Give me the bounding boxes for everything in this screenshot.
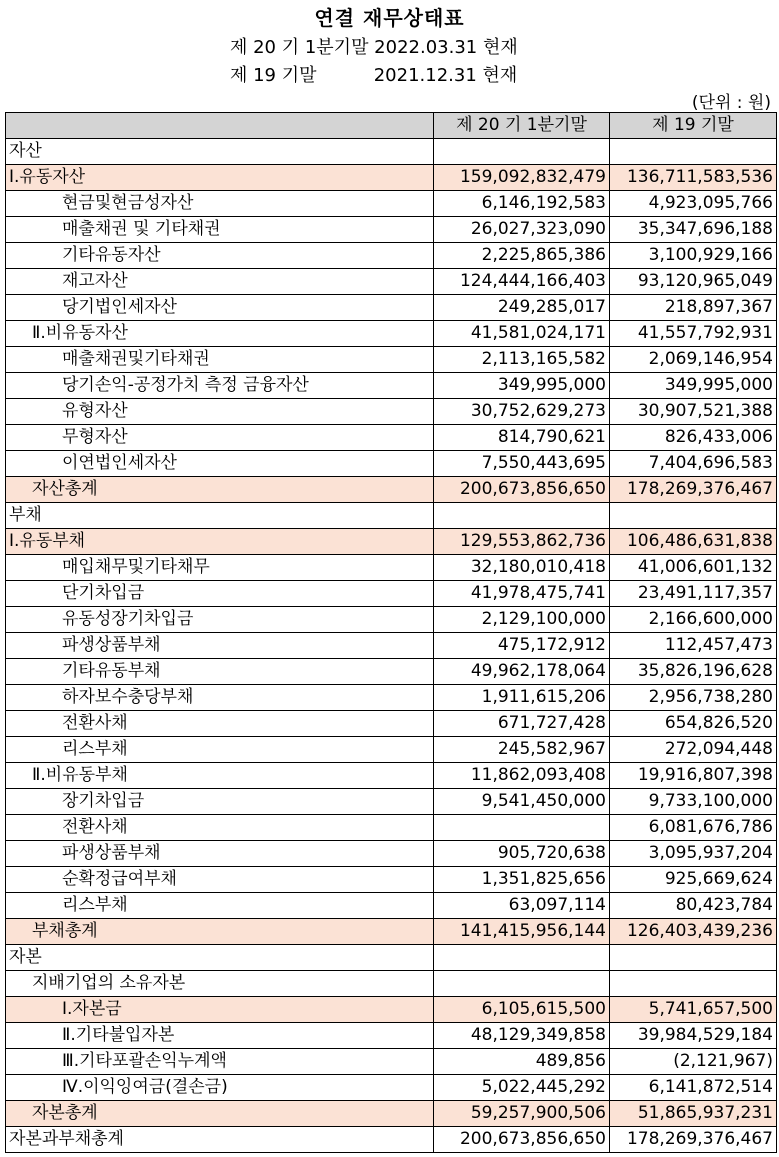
row-value-prior (610, 945, 777, 971)
table-row (6, 243, 777, 269)
table-row (6, 919, 777, 945)
table-row (6, 503, 777, 529)
table-row (6, 191, 777, 217)
table-row (6, 867, 777, 893)
table-row (6, 165, 777, 191)
row-value-prior: 7,404,696,583 (610, 451, 777, 477)
row-value-prior: 826,433,006 (610, 425, 777, 451)
row-value-current: 1,911,615,206 (434, 685, 610, 711)
row-label: 순확정급여부채 (6, 867, 434, 893)
row-label: 무형자산 (6, 425, 434, 451)
table-row (6, 1023, 777, 1049)
row-label: Ⅲ.기타포괄손익누계액 (6, 1049, 434, 1075)
row-label: 재고자산 (6, 269, 434, 295)
row-label: 자본과부채총계 (6, 1127, 434, 1153)
row-label: 유형자산 (6, 399, 434, 425)
row-label: 전환사채 (6, 711, 434, 737)
row-value-current: 9,541,450,000 (434, 789, 610, 815)
row-value-prior: 23,491,117,357 (610, 581, 777, 607)
row-value-current (434, 139, 610, 165)
row-label: 매출채권 및 기타채권 (6, 217, 434, 243)
table-row (6, 269, 777, 295)
row-label: 당기손익-공정가치 측정 금융자산 (6, 373, 434, 399)
row-value-prior: 3,100,929,166 (610, 243, 777, 269)
row-value-current: 245,582,967 (434, 737, 610, 763)
row-label: 파생상품부채 (6, 841, 434, 867)
row-value-current: 26,027,323,090 (434, 217, 610, 243)
row-value-current: 41,581,024,171 (434, 321, 610, 347)
row-value-prior: 39,984,529,184 (610, 1023, 777, 1049)
row-value-current: 200,673,856,650 (434, 477, 610, 503)
table-row (6, 685, 777, 711)
row-value-current: 49,962,178,064 (434, 659, 610, 685)
table-row (6, 139, 777, 165)
row-value-current (434, 971, 610, 997)
table-row (6, 737, 777, 763)
row-value-current: 6,105,615,500 (434, 997, 610, 1023)
table-row (6, 841, 777, 867)
row-value-current: 905,720,638 (434, 841, 610, 867)
table-row (6, 659, 777, 685)
row-value-prior (610, 139, 777, 165)
row-value-prior: (2,121,967) (610, 1049, 777, 1075)
row-value-prior: 654,826,520 (610, 711, 777, 737)
row-value-prior: 2,069,146,954 (610, 347, 777, 373)
row-value-prior: 35,826,196,628 (610, 659, 777, 685)
row-value-prior: 3,095,937,204 (610, 841, 777, 867)
row-value-current: 475,172,912 (434, 633, 610, 659)
table-row (6, 1049, 777, 1075)
row-value-prior: 30,907,521,388 (610, 399, 777, 425)
row-label: 부채 (6, 503, 434, 529)
row-label: 현금및현금성자산 (6, 191, 434, 217)
row-value-current (434, 503, 610, 529)
row-value-prior: 41,557,792,931 (610, 321, 777, 347)
row-label: 기타유동자산 (6, 243, 434, 269)
table-row (6, 425, 777, 451)
table-row (6, 451, 777, 477)
row-value-prior: 2,956,738,280 (610, 685, 777, 711)
row-label: 단기차입금 (6, 581, 434, 607)
row-label: 매입채무및기타채무 (6, 555, 434, 581)
table-row (6, 607, 777, 633)
row-value-current: 141,415,956,144 (434, 919, 610, 945)
row-value-prior: 349,995,000 (610, 373, 777, 399)
row-label: Ⅱ.비유동자산 (6, 321, 434, 347)
row-value-current: 63,097,114 (434, 893, 610, 919)
table-row (6, 581, 777, 607)
period-current: 제 20 기 1분기말 2022.03.31 현재 (230, 37, 518, 58)
row-value-prior: 35,347,696,188 (610, 217, 777, 243)
row-value-current: 200,673,856,650 (434, 1127, 610, 1153)
table-row (6, 711, 777, 737)
row-label: 지배기업의 소유자본 (6, 971, 434, 997)
row-label: Ⅳ.이익잉여금(결손금) (6, 1075, 434, 1101)
row-label: Ⅱ.비유동부채 (6, 763, 434, 789)
row-value-current: 48,129,349,858 (434, 1023, 610, 1049)
row-value-prior: 6,081,676,786 (610, 815, 777, 841)
row-value-prior: 126,403,439,236 (610, 919, 777, 945)
table-row (6, 945, 777, 971)
table-row (6, 633, 777, 659)
row-value-prior: 272,094,448 (610, 737, 777, 763)
row-value-prior: 178,269,376,467 (610, 1127, 777, 1153)
row-label: 자본총계 (6, 1101, 434, 1127)
row-value-current: 41,978,475,741 (434, 581, 610, 607)
row-value-current: 5,022,445,292 (434, 1075, 610, 1101)
row-value-prior: 178,269,376,467 (610, 477, 777, 503)
row-value-current: 59,257,900,506 (434, 1101, 610, 1127)
table-row (6, 815, 777, 841)
unit-label: (단위 : 원) (691, 93, 771, 113)
row-value-current: 814,790,621 (434, 425, 610, 451)
table-row (6, 477, 777, 503)
row-label: 이연법인세자산 (6, 451, 434, 477)
row-value-prior: 93,120,965,049 (610, 269, 777, 295)
row-value-prior (610, 971, 777, 997)
row-value-prior: 218,897,367 (610, 295, 777, 321)
balance-sheet-table (5, 112, 777, 1153)
row-value-prior: 112,457,473 (610, 633, 777, 659)
row-value-current: 671,727,428 (434, 711, 610, 737)
row-value-prior: 41,006,601,132 (610, 555, 777, 581)
row-value-current: 2,225,865,386 (434, 243, 610, 269)
row-label: 유동성장기차입금 (6, 607, 434, 633)
table-row (6, 529, 777, 555)
table-row (6, 1127, 777, 1153)
table-row (6, 399, 777, 425)
row-value-current: 2,129,100,000 (434, 607, 610, 633)
table-row (6, 971, 777, 997)
row-label: Ⅱ.기타불입자본 (6, 1023, 434, 1049)
row-value-current: 11,862,093,408 (434, 763, 610, 789)
row-label: Ⅰ.유동자산 (6, 165, 434, 191)
row-label: 장기차입금 (6, 789, 434, 815)
row-value-current: 489,856 (434, 1049, 610, 1075)
row-label: 부채총계 (6, 919, 434, 945)
row-value-prior: 19,916,807,398 (610, 763, 777, 789)
table-row (6, 893, 777, 919)
row-label: 매출채권및기타채권 (6, 347, 434, 373)
row-value-prior: 4,923,095,766 (610, 191, 777, 217)
row-value-current: 249,285,017 (434, 295, 610, 321)
row-label: Ⅰ.유동부채 (6, 529, 434, 555)
row-value-current: 129,553,862,736 (434, 529, 610, 555)
table-row (6, 1101, 777, 1127)
table-body (6, 113, 777, 1153)
row-value-prior: 5,741,657,500 (610, 997, 777, 1023)
header-cell-prior: 제 19 기말 (610, 113, 777, 139)
row-label: 전환사채 (6, 815, 434, 841)
row-value-prior: 925,669,624 (610, 867, 777, 893)
row-label: 자산총계 (6, 477, 434, 503)
row-value-current: 124,444,166,403 (434, 269, 610, 295)
row-label: 리스부채 (6, 737, 434, 763)
document-title: 연결 재무상태표 (314, 6, 465, 30)
period-prior: 제 19 기말 2021.12.31 현재 (230, 65, 518, 86)
table-row (6, 295, 777, 321)
row-label: 당기법인세자산 (6, 295, 434, 321)
row-value-current: 6,146,192,583 (434, 191, 610, 217)
table-row (6, 789, 777, 815)
row-label: 자본 (6, 945, 434, 971)
row-value-current: 1,351,825,656 (434, 867, 610, 893)
table-row (6, 1075, 777, 1101)
row-value-current: 32,180,010,418 (434, 555, 610, 581)
row-label: Ⅰ.자본금 (6, 997, 434, 1023)
row-value-prior: 6,141,872,514 (610, 1075, 777, 1101)
row-label: 리스부채 (6, 893, 434, 919)
table-row (6, 321, 777, 347)
table-row (6, 217, 777, 243)
row-value-prior: 9,733,100,000 (610, 789, 777, 815)
row-value-prior: 51,865,937,231 (610, 1101, 777, 1127)
table-row (6, 347, 777, 373)
row-value-prior: 2,166,600,000 (610, 607, 777, 633)
row-label: 자산 (6, 139, 434, 165)
row-value-prior (610, 503, 777, 529)
table-row (6, 373, 777, 399)
row-value-prior: 136,711,583,536 (610, 165, 777, 191)
row-value-current: 2,113,165,582 (434, 347, 610, 373)
row-value-current: 30,752,629,273 (434, 399, 610, 425)
row-value-current: 349,995,000 (434, 373, 610, 399)
row-label: 기타유동부채 (6, 659, 434, 685)
header-cell-current: 제 20 기 1분기말 (434, 113, 610, 139)
header-cell-label (6, 113, 434, 139)
row-value-current (434, 815, 610, 841)
table-row (6, 997, 777, 1023)
row-label: 파생상품부채 (6, 633, 434, 659)
row-value-prior: 106,486,631,838 (610, 529, 777, 555)
row-label: 하자보수충당부채 (6, 685, 434, 711)
row-value-current (434, 945, 610, 971)
table-row (6, 555, 777, 581)
header-row (6, 113, 777, 139)
row-value-prior: 80,423,784 (610, 893, 777, 919)
table-row (6, 763, 777, 789)
row-value-current: 7,550,443,695 (434, 451, 610, 477)
row-value-current: 159,092,832,479 (434, 165, 610, 191)
